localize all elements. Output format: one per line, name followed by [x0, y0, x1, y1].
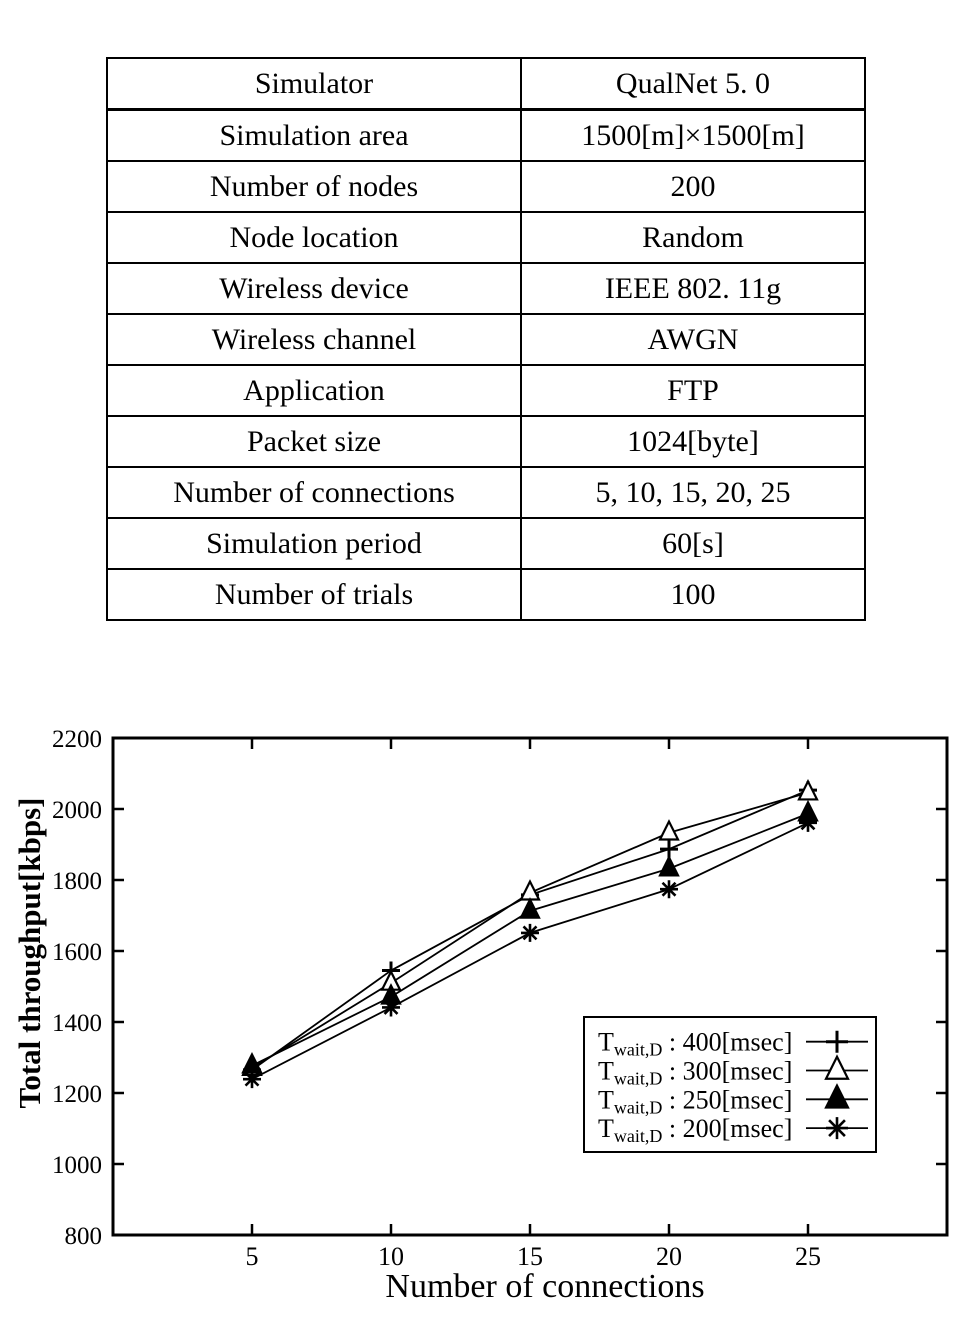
y-axis-tick-label: 1600 — [52, 939, 102, 966]
param-name-cell: Simulation area — [107, 110, 521, 162]
table-row — [107, 212, 865, 263]
param-name-cell: Number of nodes — [107, 161, 521, 212]
legend-label: Twait,D : 300[msec] — [598, 1056, 793, 1089]
param-value-cell: 1500[m]×1500[m] — [521, 110, 865, 162]
y-axis-tick-label: 1000 — [52, 1152, 102, 1179]
param-value-cell: 60[s] — [521, 518, 865, 569]
x-axis-tick-label: 20 — [656, 1242, 682, 1271]
series-marker-asterisk — [382, 998, 400, 1016]
param-name-cell: Packet size — [107, 416, 521, 467]
y-axis-tick-label: 1200 — [52, 1081, 102, 1108]
table-row — [107, 263, 865, 314]
throughput-chart — [0, 691, 971, 1331]
table-row — [107, 569, 865, 620]
x-axis-title: Number of connections — [385, 1268, 705, 1305]
param-name-cell: Application — [107, 365, 521, 416]
series-marker-asterisk — [660, 880, 678, 898]
y-axis-title: Total throughput[kbps] — [12, 797, 47, 1109]
table-row — [107, 110, 865, 162]
legend-box — [584, 1017, 876, 1152]
x-axis-tick-label: 10 — [378, 1242, 404, 1271]
y-axis-tick-label: 1400 — [52, 1010, 102, 1037]
param-name-cell: Simulation period — [107, 518, 521, 569]
legend-marker-asterisk — [826, 1117, 848, 1139]
y-axis — [52, 726, 947, 1250]
x-axis-tick-label: 5 — [245, 1242, 259, 1271]
param-value-cell: IEEE 802. 11g — [521, 263, 865, 314]
y-axis-tick-label: 2200 — [52, 726, 102, 753]
param-value-cell: 100 — [521, 569, 865, 620]
simulation-parameters-table — [106, 57, 866, 621]
series-marker-asterisk — [243, 1070, 261, 1088]
legend-label: Twait,D : 250[msec] — [598, 1085, 793, 1118]
y-axis-tick-label: 1800 — [52, 868, 102, 895]
param-name-cell: Number of trials — [107, 569, 521, 620]
x-axis — [246, 738, 822, 1271]
x-axis-tick-label: 25 — [795, 1242, 821, 1271]
param-value-cell: FTP — [521, 365, 865, 416]
simulation-parameters-body — [107, 58, 865, 620]
table-row — [107, 161, 865, 212]
param-name-cell: Wireless device — [107, 263, 521, 314]
chart-plot-area — [52, 726, 947, 1271]
legend-label: Twait,D : 200[msec] — [598, 1114, 793, 1147]
legend-label: Twait,D : 400[msec] — [598, 1027, 793, 1060]
param-name-cell: Number of connections — [107, 467, 521, 518]
param-name-cell: Node location — [107, 212, 521, 263]
series-marker-asterisk — [799, 814, 817, 832]
y-axis-tick-label: 2000 — [52, 797, 102, 824]
y-axis-tick-label: 800 — [64, 1223, 102, 1250]
x-axis-tick-label: 15 — [517, 1242, 543, 1271]
param-value-cell: 1024[byte] — [521, 416, 865, 467]
param-value-cell: 200 — [521, 161, 865, 212]
table-row — [107, 467, 865, 518]
series-marker-asterisk — [521, 924, 539, 942]
param-value-cell: AWGN — [521, 314, 865, 365]
table-row — [107, 416, 865, 467]
param-value-cell: 5, 10, 15, 20, 25 — [521, 467, 865, 518]
param-value-cell: Random — [521, 212, 865, 263]
param-name-cell: Wireless channel — [107, 314, 521, 365]
table-row — [107, 314, 865, 365]
table-row — [107, 365, 865, 416]
param-name-cell: Simulator — [107, 58, 521, 110]
chart-frame — [113, 738, 947, 1235]
table-row — [107, 58, 865, 110]
table-row — [107, 518, 865, 569]
param-value-cell: QualNet 5. 0 — [521, 58, 865, 110]
